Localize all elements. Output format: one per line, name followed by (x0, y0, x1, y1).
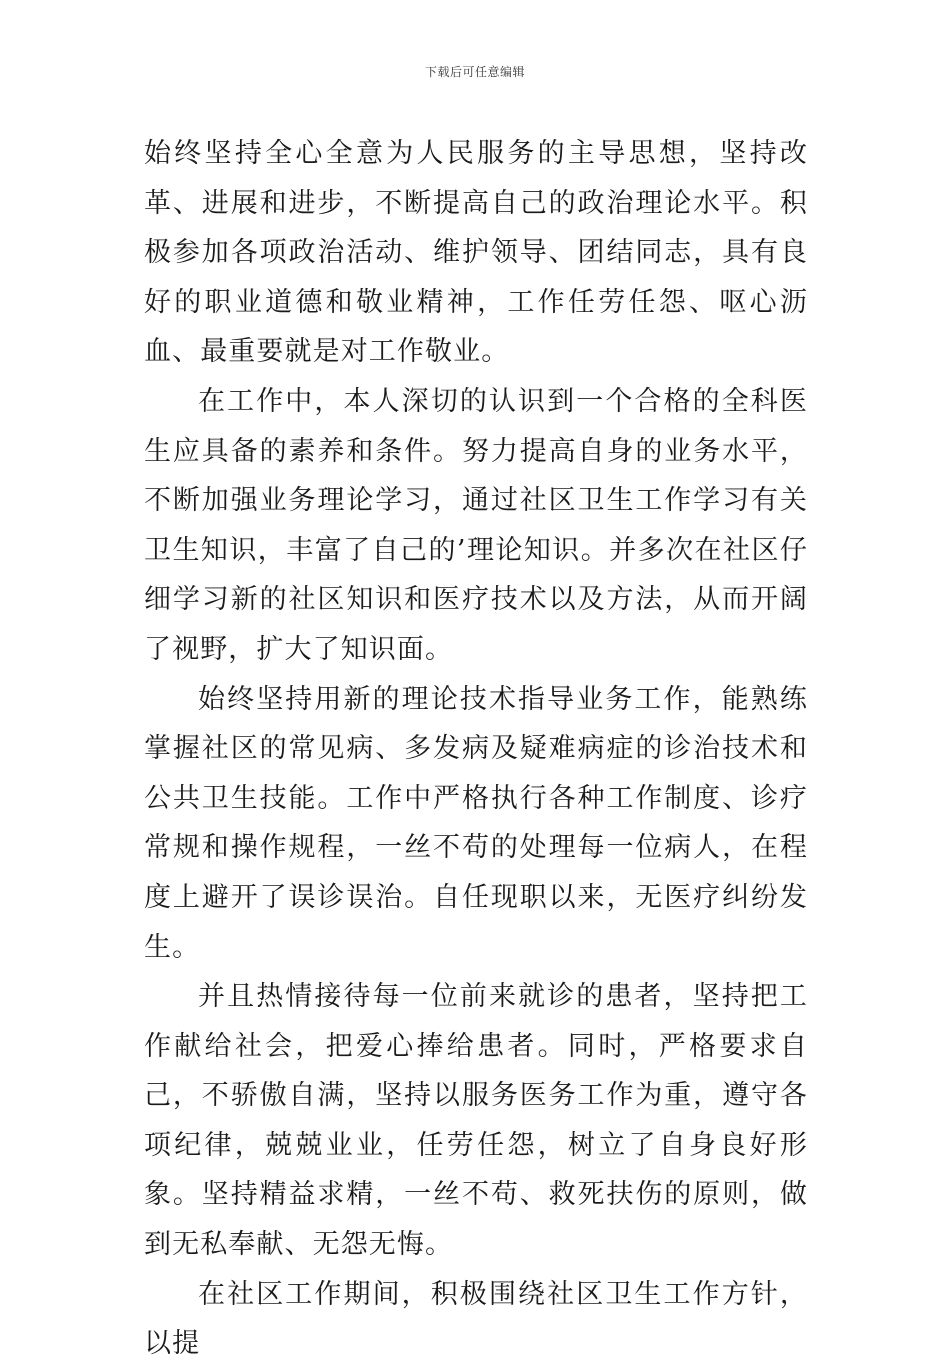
paragraph-2: 在工作中，本人深切的认识到一个合格的全科医生应具备的素养和条件。努力提高自身的业务水平，不断加强业务理论学习，通过社区卫生工作学习有关卫生知识，丰富了自己的’理论知识。并多次在社区仔细学习新的社区知识和医疗技术以及方法，从而开阔了视野，扩大了知识面。 (144, 385, 808, 665)
page-header: 下载后可任意编辑 (424, 65, 525, 79)
paragraph-3: 始终坚持用新的理论技术指导业务工作，能熟练掌握社区的常见病、多发病及疑难病症的诊治技术和公共卫生技能。工作中严格执行各种工作制度、诊疗常规和操作规程，一丝不苟的处理每一位病人，在程度上避开了误诊误治。自任现职以来，无医疗纠纷发生。 (144, 683, 808, 963)
document-body (144, 129, 808, 1369)
paragraph-4: 并且热情接待每一位前来就诊的患者，坚持把工作献给社会，把爱心捧给患者。同时，严格要求自己，不骄傲自满，坚持以服务医务工作为重，遵守各项纪律，兢兢业业，任劳任怨，树立了自身良好形象。坚持精益求精，一丝不苟、救死扶伤的原则，做到无私奉献、无怨无悔。 (144, 981, 808, 1261)
paragraph-1: 始终坚持全心全意为人民服务的主导思想，坚持改革、进展和进步，不断提高自己的政治理论水平。积极参加各项政治活动、维护领导、团结同志，具有良好的职业道德和敬业精神，工作任劳任怨、呕心沥血、最重要就是对工作敬业。 (144, 138, 808, 368)
paragraph-5: 在社区工作期间，积极围绕社区卫生工作方针，以提 (144, 1278, 808, 1360)
